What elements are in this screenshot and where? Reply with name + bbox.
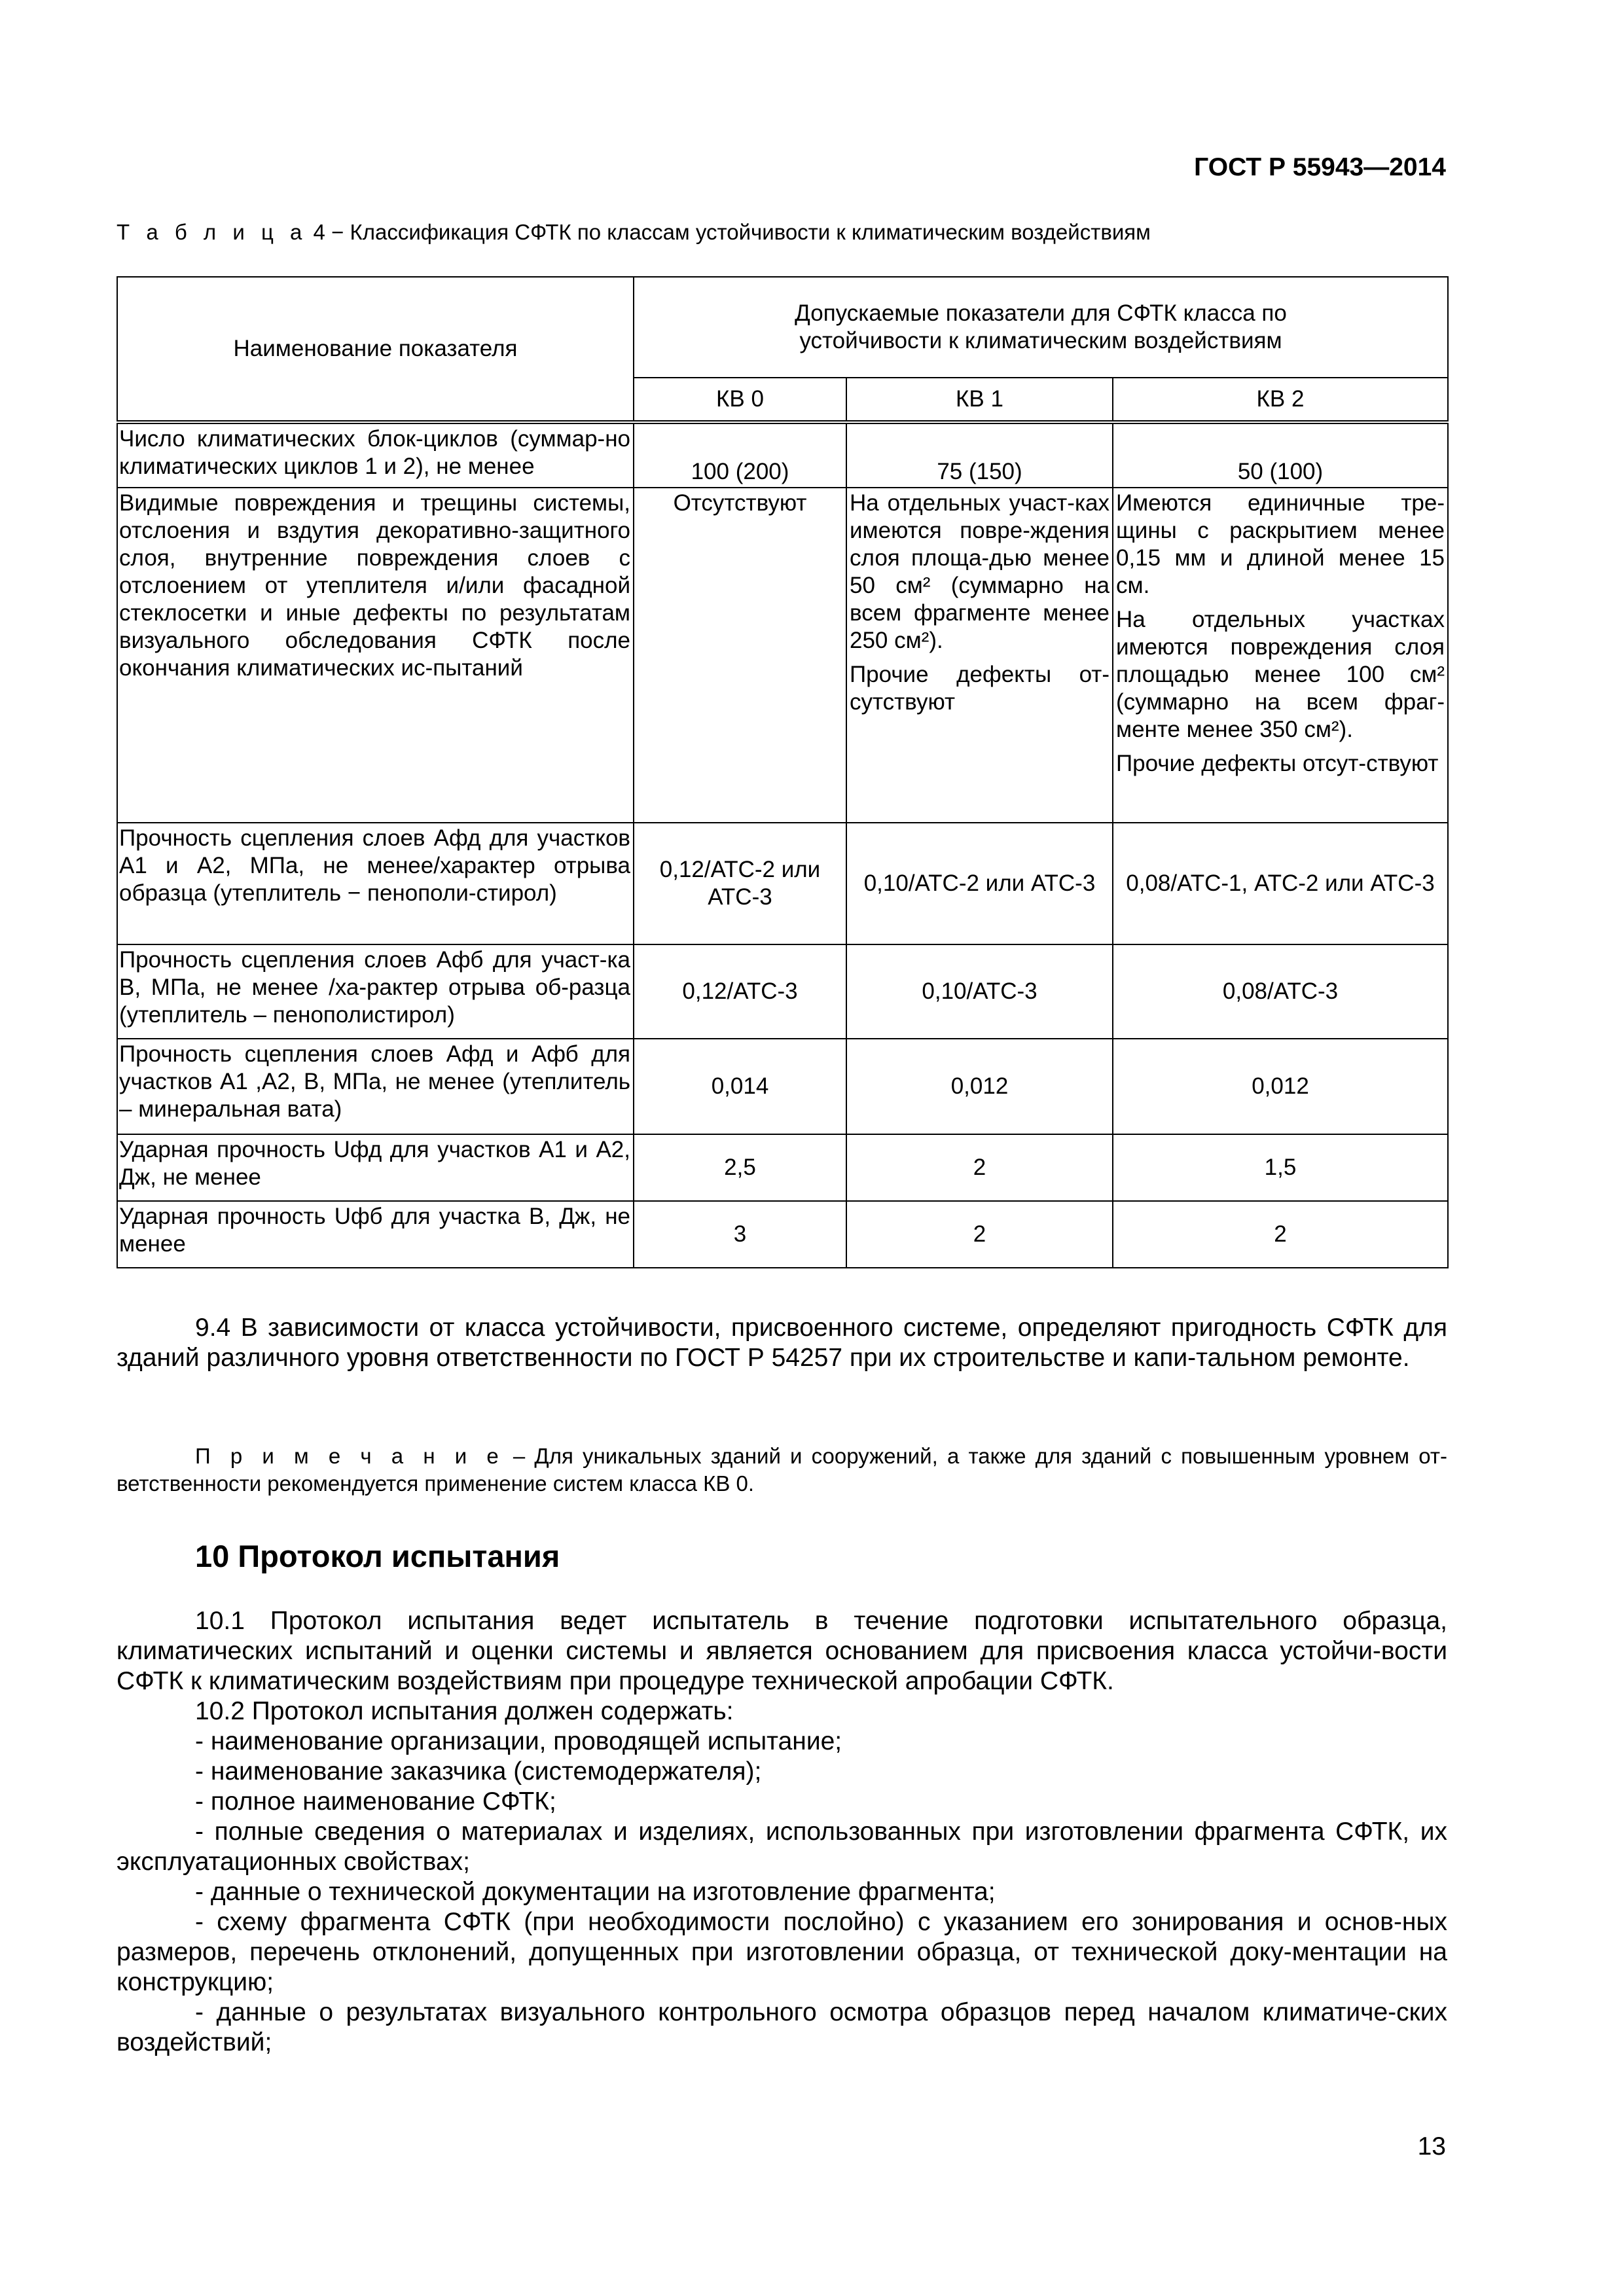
- cell-kv0: 0,12/АТС-3: [634, 944, 846, 1039]
- table-row: [117, 944, 1448, 1039]
- column-header-kv2: КВ 2: [1113, 378, 1448, 422]
- cell-kv1: 0,10/АТС-2 или АТС-3: [846, 823, 1113, 944]
- cell-kv1: 0,012: [846, 1039, 1113, 1134]
- page-number: 13: [1417, 2132, 1446, 2161]
- cell-kv0: Отсутствуют: [634, 488, 846, 823]
- cell-kv2: 0,012: [1113, 1039, 1448, 1134]
- cell-kv2: [1113, 488, 1448, 823]
- cell-kv2: 50 (100): [1113, 422, 1448, 488]
- row-name: Прочность сцепления слоев Aфд для участков A1 и A2, МПа, не менее/характер отрыва образца (утеплитель − пенополи-стирол): [117, 823, 634, 944]
- row-name: Прочность сцепления слоев Aфб для участ-ка В, МПа, не менее /ха-рактер отрыва об-разца (утеплитель – пенополистирол): [117, 944, 634, 1039]
- cell-kv2-para: Прочие дефекты отсут-ствуют: [1116, 751, 1439, 776]
- cell-kv2: 1,5: [1113, 1134, 1448, 1201]
- list-item: - полное наименование СФТК;: [195, 1787, 556, 1816]
- cell-kv0: 2,5: [634, 1134, 846, 1201]
- row-name: Видимые повреждения и трещины системы, отслоения и вздутия декоративно-защитного слоя, внутренние повреждения слоев с отслоением от утеплителя и/или фасадной стеклосетки и иные дефекты по результатам визуального обследования СФТК после окончания климатических ис-пытаний: [117, 488, 634, 823]
- column-header-kv0: КВ 0: [634, 378, 846, 422]
- table-row: [117, 823, 1448, 944]
- list-item: - данные о технической документации на изготовление фрагмента;: [195, 1878, 996, 1906]
- section-10-title: 10 Протокол испытания: [195, 1539, 560, 1573]
- row-name: Прочность сцепления слоев Aфд и Aфб для участков A1 ,A2, В, МПа, не менее (утеплитель – минеральная вата): [117, 1039, 634, 1134]
- table-row: [117, 1134, 1448, 1201]
- column-header-name: Наименование показателя: [117, 277, 634, 422]
- list-item: - наименование организации, проводящей испытание;: [195, 1727, 842, 1755]
- cell-kv1: 75 (150): [846, 422, 1113, 488]
- table-caption-prefix: Т а б л и ц а: [117, 220, 308, 244]
- column-header-group: Допускаемые показатели для СФТК класса по устойчивости к климатическим воздействиям: [634, 277, 1448, 378]
- cell-kv1-para: На отдельных участ-ках имеются повре-ждения слоя площа-дью менее 50 см² (суммарно на всем фрагменте менее 250 см²).: [850, 490, 1110, 653]
- cell-kv0: 0,12/АТС-2 или АТС-3: [634, 823, 846, 944]
- cell-kv2: 0,08/АТС-1, АТС-2 или АТС-3: [1113, 823, 1448, 944]
- column-header-kv1: КВ 1: [846, 378, 1113, 422]
- table-row: [117, 422, 1448, 488]
- table-row: [117, 1201, 1448, 1268]
- paragraph-10-1: 10.1 Протокол испытания ведет испытатель в течение подготовки испытательного образца, климатических испытаний и оценки системы и является основанием для присвоения класса устойчи-вости СФТК к климатическим воздействиям при процедуре технической апробации СФТК.: [117, 1607, 1447, 1695]
- list-item: - схему фрагмента СФТК (при необходимости послойно) с указанием его зонирования и основ-ных размеров, перечень отклонений, допущенных при изготовлении образца, от технической доку-ментации на конструкцию;: [117, 1908, 1447, 1996]
- section-10-body: [117, 1606, 1447, 2058]
- cell-kv1: 2: [846, 1201, 1113, 1268]
- cell-kv2: 0,08/АТС-3: [1113, 944, 1448, 1039]
- table-caption-text: 4 − Классификация СФТК по классам устойчивости к климатическим воздействиям: [307, 220, 1151, 244]
- cell-kv2-para: На отдельных участках имеются повреждения слоя площадью менее 100 см² (суммарно на всем фраг-менте менее 350 см²).: [1116, 607, 1445, 742]
- cell-kv0: 3: [634, 1201, 846, 1268]
- paragraph-10-2: 10.2 Протокол испытания должен содержать:: [195, 1697, 734, 1725]
- note: [117, 1443, 1447, 1498]
- standard-header: ГОСТ Р 55943—2014: [1194, 153, 1446, 181]
- table-row: [117, 488, 1448, 823]
- row-name: Ударная прочность Uфб для участка В, Дж, не менее: [117, 1201, 634, 1268]
- cell-kv2: 2: [1113, 1201, 1448, 1268]
- cell-kv1: 2: [846, 1134, 1113, 1201]
- row-name: Число климатических блок-циклов (суммар-но климатических циклов 1 и 2), не менее: [117, 422, 634, 488]
- table-caption: [117, 220, 1151, 245]
- paragraph-9-4: 9.4 В зависимости от класса устойчивости, присвоенного системе, определяют пригодность СФТК для зданий различного уровня ответственности по ГОСТ Р 54257 при их строительстве и капи-тальном ремонте.: [117, 1314, 1447, 1372]
- table-row: [117, 1039, 1448, 1134]
- cell-kv1-para: Прочие дефекты от-сутствуют: [850, 662, 1110, 715]
- note-prefix: П р и м е ч а н и е: [195, 1444, 504, 1468]
- list-item: - данные о результатах визуального контрольного осмотра образцов перед началом климатиче-ских воздействий;: [117, 1998, 1447, 2056]
- cell-kv2-para: Имеются единичные тре-щины с раскрытием менее 0,15 мм и длиной менее 15 см.: [1116, 490, 1445, 598]
- row-name: Ударная прочность Uфд для участков A1 и A2, Дж, не менее: [117, 1134, 634, 1201]
- list-item: - наименование заказчика (системодержателя);: [195, 1757, 762, 1785]
- cell-kv1: 0,10/АТС-3: [846, 944, 1113, 1039]
- list-item: - полные сведения о материалах и изделиях, использованных при изготовлении фрагмента СФТК, их эксплуатационных свойствах;: [117, 1818, 1447, 1876]
- cell-kv1: [846, 488, 1113, 823]
- cell-kv0: 100 (200): [634, 422, 846, 488]
- classification-table: [117, 276, 1449, 1268]
- note-text: – Для уникальных зданий и сооружений, а также для зданий с повышенным уровнем от-ветственности рекомендуется применение систем класса КВ 0.: [117, 1444, 1447, 1496]
- cell-kv0: 0,014: [634, 1039, 846, 1134]
